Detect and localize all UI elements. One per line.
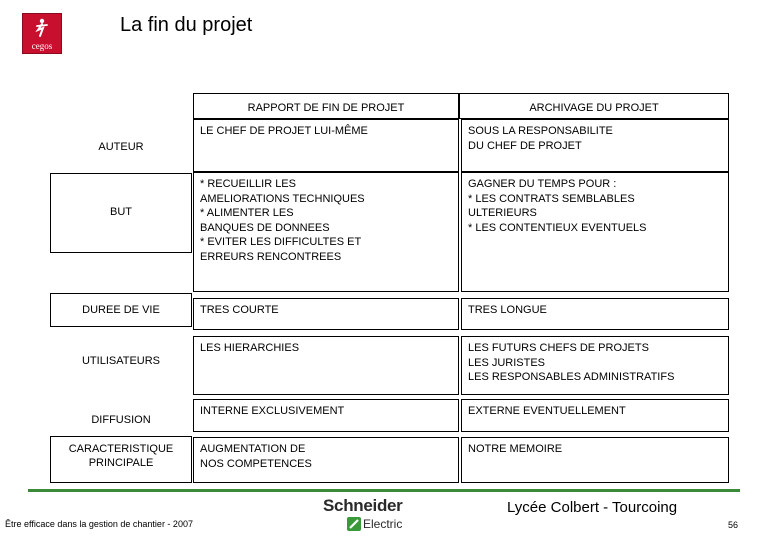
- archive-caracteristique: NOTRE MEMOIRE: [461, 437, 729, 483]
- archive-duree: TRES LONGUE: [461, 298, 729, 330]
- report-diffusion: INTERNE EXCLUSIVEMENT: [193, 399, 459, 432]
- row-label-diffusion: DIFFUSION: [91, 414, 151, 426]
- report-but: * RECUEILLIR LES AMELIORATIONS TECHNIQUES * ALIMENTER LES BANQUES DE DONNEES * EVITER LES DIFFICULTES ET ERREURS RENCONTREES: [193, 172, 459, 292]
- report-auteur: LE CHEF DE PROJET LUI-MÊME: [193, 119, 459, 172]
- report-duree: TRES COURTE: [193, 298, 459, 330]
- cegos-logo: [22, 13, 62, 54]
- column-header-report: RAPPORT DE FIN DE PROJET: [193, 93, 459, 119]
- schneider-logo: [323, 496, 413, 536]
- column-header-archive: ARCHIVAGE DU PROJET: [459, 93, 729, 119]
- report-utilisateurs: LES HIERARCHIES: [193, 336, 459, 395]
- logo-text: cegos: [31, 41, 53, 51]
- cegos-figure-icon: [33, 18, 51, 38]
- footer-rule: [28, 489, 740, 492]
- archive-but: GAGNER DU TEMPS POUR : * LES CONTRATS SEMBLABLES ULTERIEURS * LES CONTENTIEUX EVENTUELS: [461, 172, 729, 292]
- brand-sub: Electric: [363, 517, 403, 531]
- schneider-mark-icon: [347, 517, 361, 531]
- archive-diffusion: EXTERNE EVENTUELLEMENT: [461, 399, 729, 432]
- archive-auteur: SOUS LA RESPONSABILITE DU CHEF DE PROJET: [461, 119, 729, 172]
- row-label-auteur: AUTEUR: [98, 141, 144, 153]
- row-label-caracteristique: CARACTERISTIQUE PRINCIPALE: [50, 436, 192, 483]
- archive-utilisateurs: LES FUTURS CHEFS DE PROJETS LES JURISTES LES RESPONSABLES ADMINISTRATIFS: [461, 336, 729, 395]
- brand-name: Schneider: [323, 496, 403, 515]
- row-label-utilisateurs: UTILISATEURS: [81, 355, 161, 367]
- school-name: Lycée Colbert - Tourcoing: [507, 499, 678, 516]
- page-title: La fin du projet: [120, 14, 253, 36]
- row-label-duree: DUREE DE VIE: [50, 293, 192, 327]
- footer-caption: Être efficace dans la gestion de chantier - 2007: [5, 519, 193, 529]
- report-caracteristique: AUGMENTATION DE NOS COMPETENCES: [193, 437, 459, 483]
- page-number: 56: [728, 520, 739, 530]
- row-label-but: BUT: [50, 173, 192, 253]
